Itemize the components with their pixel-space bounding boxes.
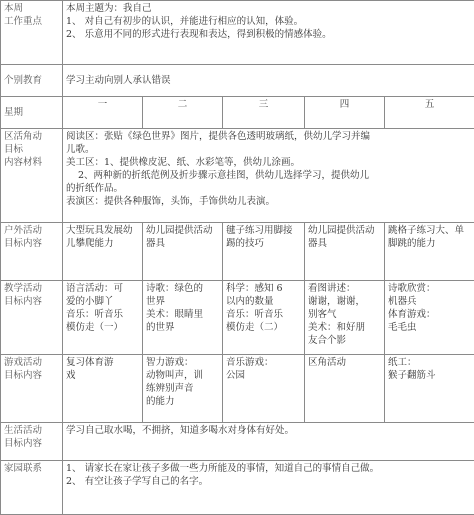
- day-2: 二: [143, 97, 223, 129]
- individual-row: [1, 65, 474, 97]
- life-label: 生活活动 目标内容: [1, 423, 63, 461]
- week-row: [1, 97, 474, 129]
- focus-label: 本周 工作重点: [1, 1, 63, 65]
- game-cell: 智力游戏： 动物叫声，训 练辨别声音 的能力: [143, 355, 223, 423]
- focus-item-1: 1、 对自己有初步的认识，并能进行相应的认知，体验。: [66, 15, 471, 28]
- outdoor-cell: 幼儿园提供活动器具: [305, 223, 385, 281]
- home-row: [1, 461, 474, 515]
- focus-content: [63, 1, 474, 65]
- outdoor-label: 户外活动 目标内容: [1, 223, 63, 281]
- outdoor-cell: 毽子练习用脚接踢的技巧: [223, 223, 305, 281]
- individual-content: 学习主动向别人承认错误: [63, 65, 474, 97]
- game-cell: 纸工： 猴子翻筋斗: [385, 355, 474, 423]
- zones-line: 2、两种新的折纸范例及折步骤示意挂图，供幼儿选择学习，提供幼儿: [66, 169, 471, 182]
- individual-label: 个别教育: [1, 65, 63, 97]
- teaching-cell: 语言活动：可 爱的小脚丫 音乐：听音乐 模仿走（一）: [63, 281, 143, 355]
- outdoor-cell: 幼儿园提供活动器具: [143, 223, 223, 281]
- focus-theme: 本周主题为：我自己: [66, 2, 471, 15]
- game-row: [1, 355, 474, 423]
- teaching-cell: 诗歌：绿色的 世界 美术：眼睛里 的世界: [143, 281, 223, 355]
- outdoor-cell: 大型玩具发展幼儿攀爬能力: [63, 223, 143, 281]
- home-item-1: 1、 请家长在家让孩子多做一些力所能及的事情，知道自己的事情自己做。: [66, 462, 471, 475]
- outdoor-cell: 跳格子练习大、单脚跳的能力: [385, 223, 474, 281]
- teaching-cell: 诗歌欣赏： 机器兵 体育游戏： 毛毛虫: [385, 281, 474, 355]
- focus-row: [1, 1, 474, 65]
- focus-item-2: 2、 乐意用不同的形式进行表现和表达，得到积极的情感体验。: [66, 28, 471, 41]
- home-label: 家园联系: [1, 461, 63, 515]
- zones-line: 的折纸作品。: [66, 182, 471, 195]
- teaching-row: [1, 281, 474, 355]
- teaching-cell: 看图讲述： 谢谢，谢谢， 别客气 美术：和好朋 友合个影: [305, 281, 385, 355]
- game-label: 游戏活动 目标内容: [1, 355, 63, 423]
- zones-line: 阅读区：张贴《绿色世界》图片，提供各色透明玻璃纸，供幼儿学习并编: [66, 130, 471, 143]
- week-label: 星期: [1, 97, 63, 129]
- life-row: [1, 423, 474, 461]
- home-content: [63, 461, 474, 515]
- day-3: 三: [223, 97, 305, 129]
- life-content: 学习自己取水喝，不拥挤，知道多喝水对身体有好处。: [63, 423, 474, 461]
- day-1: 一: [63, 97, 143, 129]
- zones-line: 表演区：提供各种服饰，头饰，手饰供幼儿表演。: [66, 195, 471, 208]
- zones-line: 美工区：1、提供橡皮泥、纸、水彩笔等，供幼儿涂画。: [66, 156, 471, 169]
- game-cell: 区角活动: [305, 355, 385, 423]
- game-cell: 复习体育游 戏: [63, 355, 143, 423]
- game-cell: 音乐游戏： 公园: [223, 355, 305, 423]
- home-item-2: 2、 有空让孩子学写自己的名字。: [66, 475, 471, 488]
- teaching-label: 教学活动 目标内容: [1, 281, 63, 355]
- zones-content: [63, 129, 474, 223]
- day-4: 四: [305, 97, 385, 129]
- outdoor-row: [1, 223, 474, 281]
- zones-line: 儿歌。: [66, 143, 471, 156]
- zones-label: 区活角动 目标 内容材料: [1, 129, 63, 223]
- day-5: 五: [385, 97, 474, 129]
- zones-row: [1, 129, 474, 223]
- teaching-cell: 科学：感知 6 以内的数量 音乐：听音乐 模仿走（二）: [223, 281, 305, 355]
